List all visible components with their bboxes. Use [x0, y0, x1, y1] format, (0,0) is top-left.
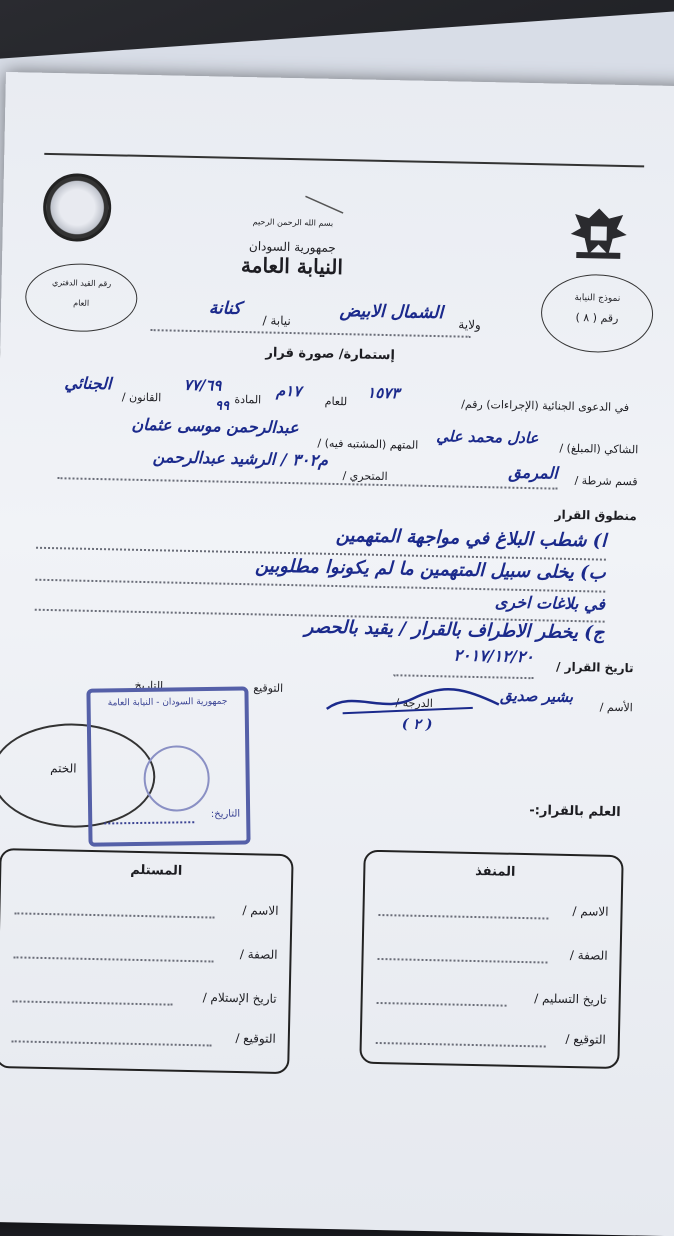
lawsuit-label-a: في الدعوى الجنائية (الإجراءات) رقم/ — [461, 397, 630, 415]
receiver-name-label: الاسم / — [242, 903, 279, 918]
receiver-receipt-label: تاريخ الإستلام / — [202, 990, 277, 1006]
executor-title: المنفذ — [475, 864, 516, 880]
verdict-line-3: في بلاغات اخرى — [494, 592, 606, 614]
executor-delivery-label: تاريخ التسليم / — [534, 991, 607, 1007]
form-title: إستمارة/ صورة قرار — [265, 345, 396, 364]
receiver-signature-dots — [12, 1040, 212, 1046]
form-number-value: ( ٨ ) — [575, 310, 598, 325]
form-model-stamp — [540, 273, 654, 353]
lawsuit-label-b: للعام — [324, 394, 348, 409]
receiver-position-dots — [13, 956, 213, 962]
form-number — [552, 310, 642, 325]
receiver-name-dots — [14, 912, 214, 918]
stamp-date-dots — [104, 821, 194, 824]
executor-signature-dots — [376, 1042, 546, 1048]
state-label: ولاية — [458, 317, 481, 332]
police-label: قسم شرطة / — [574, 473, 638, 489]
signature-label: التوقيع — [253, 681, 284, 695]
verdict-line-4: ج) يخطر الاطراف بالقرار / يقيد بالحصر — [304, 616, 605, 644]
office-title: النيابة العامة — [240, 252, 344, 280]
decision-date-dots — [393, 674, 533, 679]
date2-label: التاريخ — [134, 678, 164, 693]
executor-position-label: الصفة / — [569, 948, 608, 963]
lawsuit-label-c: المادة — [234, 392, 262, 407]
lawsuit-label-d: القانون / — [121, 390, 162, 405]
receiver-receipt-dots — [13, 1000, 173, 1005]
state-value: الشمال الابيض — [339, 301, 444, 324]
prosecution-seal-icon — [42, 173, 111, 242]
seal-label: الختم — [50, 761, 77, 776]
pen-mark — [303, 188, 364, 219]
registry-stamp-line2: العام — [73, 298, 90, 308]
case-number: ١٥٧٣ — [366, 383, 400, 403]
decision-date-value: ٢٠١٧/١٢/٢٠ — [453, 645, 535, 667]
investigator-value: م٣٠٢ / الرشيد عبدالرحمن — [152, 447, 329, 470]
verdict-line-2: ب) يخلى سبيل المتهمين ما لم يكونوا مطلوبين — [254, 555, 606, 584]
accused-label: المتهم (المشتبه فيه) / — [317, 436, 419, 452]
executor-name-label: الاسم / — [572, 904, 609, 919]
police-value: المرمق — [508, 462, 558, 483]
state-line-dots — [151, 329, 471, 338]
top-border-line — [44, 153, 644, 168]
stamp-line1: جمهورية السودان - النيابة العامة — [107, 696, 228, 709]
stamp-inner-circle — [143, 745, 210, 812]
grade-value: ( ٢ ) — [401, 716, 433, 734]
receiver-box — [0, 848, 294, 1074]
republic-title: جمهورية السودان — [248, 239, 336, 255]
official-stamp — [86, 686, 250, 846]
case-law: الجنائي — [64, 373, 112, 394]
case-article-extra: ٩٩ — [214, 398, 230, 414]
investigator-label: المتحري / — [342, 469, 388, 484]
executor-name-dots — [378, 914, 548, 920]
case-article: ٧٧/٦٩ — [183, 375, 222, 395]
receiver-signature-label: التوقيع / — [235, 1031, 276, 1046]
form-number-label: رقم — [600, 311, 619, 325]
prosecution-value: كنانة — [208, 298, 242, 319]
receiver-position-label: الصفة / — [239, 947, 278, 962]
complainant-value: عادل محمد علي — [436, 427, 539, 448]
executor-position-dots — [377, 958, 547, 964]
name-label: الأسم / — [599, 700, 633, 715]
executor-delivery-dots — [377, 1002, 507, 1007]
case-year: ١٧م — [275, 381, 302, 401]
complainant-label: الشاكي (المبلغ) / — [559, 441, 639, 457]
coat-of-arms-icon — [568, 204, 629, 263]
stamp-date-label: التاريخ: — [210, 808, 241, 820]
accused-value: عبدالرحمن موسى عثمان — [131, 414, 299, 438]
acknowledgement-label: العلم بالقرار:- — [529, 803, 621, 821]
basmala: بسم الله الرحمن الرحيم — [252, 217, 334, 228]
grade-label: الدرجة / — [395, 696, 434, 711]
handwritten-signature — [323, 679, 504, 723]
form-page — [0, 72, 674, 1236]
form-model-label: نموذج النيابة — [574, 292, 621, 304]
receiver-title: المستلم — [130, 862, 183, 879]
name-value: بشير صديق — [499, 686, 574, 707]
registry-stamp-line1: رقم القيد الدفتري — [51, 278, 112, 289]
decision-date-label: تاريخ القرار / — [555, 659, 634, 676]
verdict-line-1: ا) شطب البلاغ في مواجهة المتهمين — [335, 525, 607, 552]
verdict-label: منطوق القرار — [554, 507, 637, 524]
prosecution-label: نيابة / — [262, 313, 291, 329]
registry-stamp — [25, 262, 138, 332]
executor-box — [359, 850, 623, 1069]
executor-signature-label: التوقيع / — [565, 1031, 607, 1047]
